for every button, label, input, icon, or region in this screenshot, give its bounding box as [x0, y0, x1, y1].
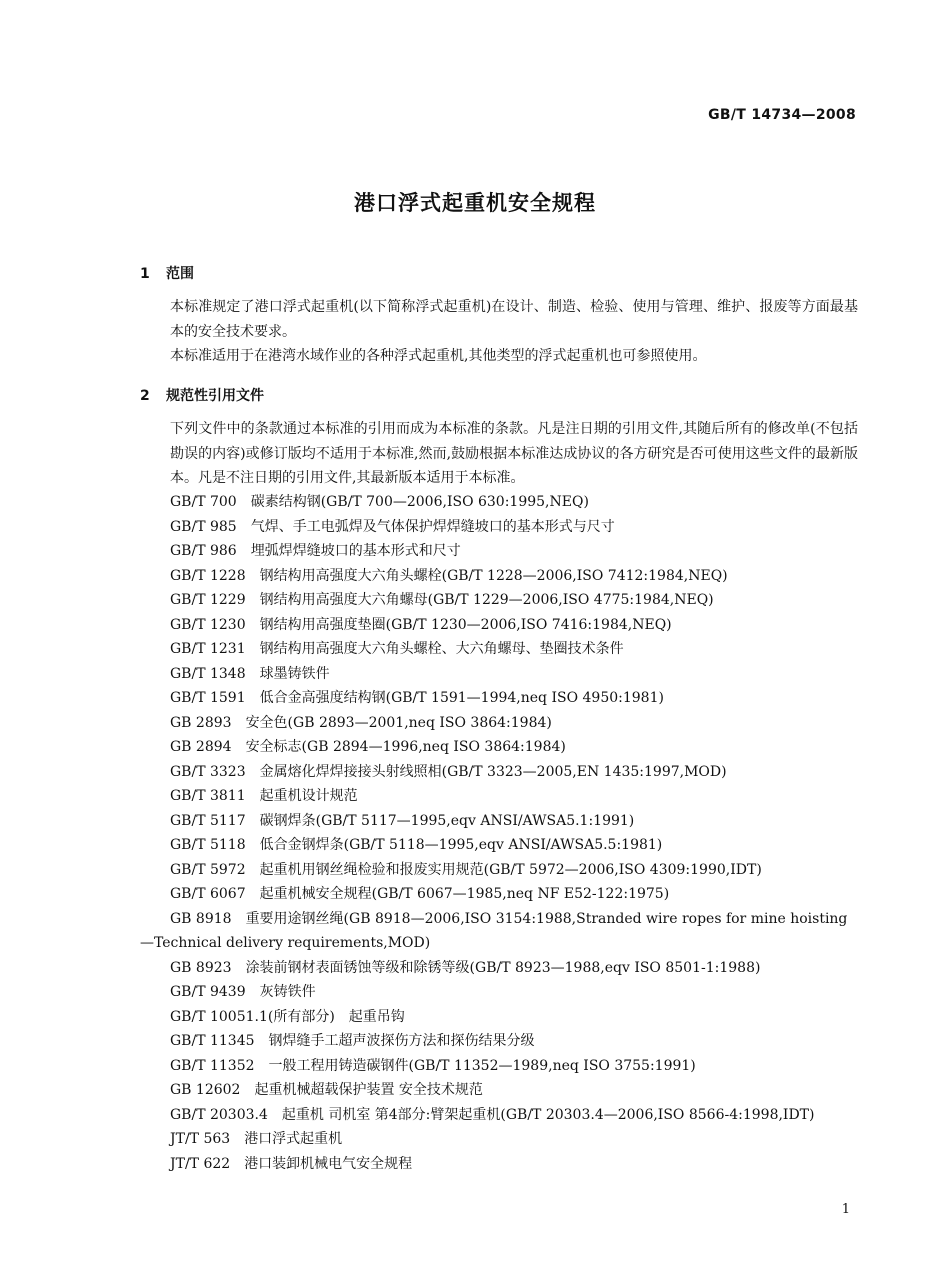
reference-list — [140, 490, 858, 1176]
reference-title: 涂装前钢材表面锈蚀等级和除锈等级(GB/T 8923—1988,eqv ISO 8501-1:1988) — [245, 959, 761, 976]
reference-item — [140, 662, 858, 687]
reference-code: GB/T 1228 — [170, 567, 246, 584]
reference-item — [140, 833, 858, 858]
reference-title: 钢结构用高强度大六角头螺栓(GB/T 1228—2006,ISO 7412:1984,NEQ) — [259, 567, 728, 584]
reference-item — [140, 1103, 858, 1128]
reference-item — [140, 1127, 858, 1152]
reference-code: GB/T 11352 — [170, 1057, 255, 1074]
reference-item — [140, 858, 858, 883]
reference-code: GB/T 5118 — [170, 837, 246, 853]
reference-title: 碳钢焊条(GB/T 5117—1995,eqv ANSI/AWSA5.1:1991) — [259, 812, 635, 829]
reference-item — [140, 588, 858, 613]
reference-item — [140, 907, 858, 956]
reference-code: GB/T 3323 — [170, 763, 246, 780]
reference-code: GB/T 5972 — [170, 861, 246, 878]
reference-item — [140, 882, 858, 907]
reference-code: GB/T 5117 — [170, 812, 246, 829]
reference-item — [140, 1078, 858, 1103]
reference-title: 港口浮式起重机 — [244, 1131, 343, 1147]
reference-item — [140, 1005, 858, 1030]
paragraph: 下列文件中的条款通过本标准的引用而成为本标准的条款。凡是注日期的引用文件,其随后所有的修改单(不包括勘误的内容)或修订版均不适用于本标准,然而,鼓励根据本标准达成协议的各方研究是否可使用这些文件的最新版本。凡是不注日期的引用文件,其最新版本适用于本标准。 — [170, 421, 858, 486]
reference-code: GB/T 3811 — [170, 788, 246, 804]
reference-code: GB/T 985 — [170, 518, 237, 535]
reference-item — [140, 539, 858, 564]
section-2-intro — [140, 417, 858, 491]
reference-item — [140, 980, 858, 1005]
reference-code: GB/T 6067 — [170, 886, 246, 902]
reference-item — [140, 515, 858, 540]
reference-code: GB/T 986 — [170, 543, 237, 559]
reference-title: 钢焊缝手工超声波探伤方法和探伤结果分级 — [268, 1033, 535, 1049]
reference-title: 金属熔化焊焊接接头射线照相(GB/T 3323—2005,EN 1435:1997,MOD) — [259, 763, 727, 780]
reference-item — [140, 1054, 858, 1079]
reference-code: GB/T 1348 — [170, 665, 246, 682]
reference-code: GB 8923 — [170, 959, 232, 976]
page-number: 1 — [841, 1202, 850, 1217]
reference-item — [140, 490, 858, 515]
section-number: 1 — [140, 266, 150, 282]
reference-item — [140, 809, 858, 834]
reference-item — [140, 711, 858, 736]
section-1-heading — [140, 263, 194, 283]
paragraph: 本标准规定了港口浮式起重机(以下简称浮式起重机)在设计、制造、检验、使用与管理、维护、报废等方面最基本的安全技术要求。 — [170, 299, 858, 340]
reference-code: GB/T 1231 — [170, 641, 246, 657]
section-1-body — [140, 295, 858, 369]
reference-title: 钢结构用高强度大六角头螺栓、大六角螺母、垫圈技术条件 — [259, 641, 624, 657]
reference-code: GB/T 1229 — [170, 592, 246, 608]
reference-title: 起重机用钢丝绳检验和报废实用规范(GB/T 5972—2006,ISO 4309:1990,IDT) — [259, 861, 762, 878]
reference-title: 起重机设计规范 — [259, 788, 358, 804]
reference-item — [140, 784, 858, 809]
reference-title: 低合金高强度结构钢(GB/T 1591—1994,neq ISO 4950:1981) — [259, 690, 664, 706]
paragraph: 本标准适用于在港湾水域作业的各种浮式起重机,其他类型的浮式起重机也可参照使用。 — [170, 348, 707, 364]
reference-title: 灰铸铁件 — [259, 984, 316, 1000]
section-2-heading — [140, 385, 264, 405]
standard-code: GB/T 14734—2008 — [708, 107, 856, 123]
reference-item — [140, 686, 858, 711]
reference-title: 起重机械超载保护装置 安全技术规范 — [254, 1082, 483, 1098]
reference-title: 重要用途钢丝绳(GB 8918—2006,ISO 3154:1988,Stranded wire ropes for mine hoisting—Technical delivery requirements,MOD) — [140, 910, 848, 951]
reference-code: GB/T 9439 — [170, 984, 246, 1000]
reference-code: GB 2893 — [170, 714, 232, 731]
reference-code: GB/T 11345 — [170, 1033, 255, 1049]
reference-code: GB/T 1230 — [170, 616, 246, 633]
reference-item — [140, 613, 858, 638]
reference-item — [140, 1029, 858, 1054]
document-title: 港口浮式起重机安全规程 — [354, 191, 596, 215]
reference-code: GB 8918 — [170, 910, 232, 927]
reference-code: GB/T 20303.4 — [170, 1106, 268, 1123]
reference-code: JT/T 563 — [170, 1131, 231, 1147]
reference-title: 港口装卸机械电气安全规程 — [244, 1155, 413, 1172]
reference-item — [140, 564, 858, 589]
reference-title: 安全标志(GB 2894—1996,neq ISO 3864:1984) — [245, 739, 566, 755]
reference-code: GB 2894 — [170, 739, 232, 755]
reference-title: 碳素结构钢(GB/T 700—2006,ISO 630:1995,NEQ) — [250, 494, 589, 510]
reference-title: 起重机械安全规程(GB/T 6067—1985,neq NF E52-122:1975) — [259, 886, 670, 902]
reference-code: GB/T 700 — [170, 494, 237, 510]
reference-item — [140, 1152, 858, 1177]
reference-code: GB/T 10051.1(所有部分) — [170, 1008, 335, 1025]
reference-title: 起重吊钩 — [348, 1008, 405, 1025]
section-number: 2 — [140, 388, 150, 404]
section-title: 范围 — [166, 266, 194, 282]
reference-item — [140, 735, 858, 760]
reference-title: 起重机 司机室 第4部分:臂架起重机(GB/T 20303.4—2006,ISO 8566-4:1998,IDT) — [281, 1106, 815, 1123]
reference-code: GB 12602 — [170, 1082, 241, 1098]
reference-title: 安全色(GB 2893—2001,neq ISO 3864:1984) — [245, 714, 552, 731]
reference-item — [140, 956, 858, 981]
reference-code: JT/T 622 — [170, 1155, 231, 1172]
reference-title: 低合金钢焊条(GB/T 5118—1995,eqv ANSI/AWSA5.5:1981) — [259, 837, 663, 853]
reference-item — [140, 637, 858, 662]
reference-title: 气焊、手工电弧焊及气体保护焊焊缝坡口的基本形式与尺寸 — [250, 518, 615, 535]
reference-title: 一般工程用铸造碳钢件(GB/T 11352—1989,neq ISO 3755:1991) — [268, 1057, 696, 1074]
reference-title: 球墨铸铁件 — [259, 665, 330, 682]
reference-title: 钢结构用高强度大六角螺母(GB/T 1229—2006,ISO 4775:1984,NEQ) — [259, 592, 714, 608]
section-title: 规范性引用文件 — [166, 388, 264, 404]
reference-code: GB/T 1591 — [170, 690, 246, 706]
reference-title: 钢结构用高强度垫圈(GB/T 1230—2006,ISO 7416:1984,NEQ) — [259, 616, 672, 633]
reference-title: 埋弧焊焊缝坡口的基本形式和尺寸 — [250, 543, 461, 559]
reference-item — [140, 760, 858, 785]
